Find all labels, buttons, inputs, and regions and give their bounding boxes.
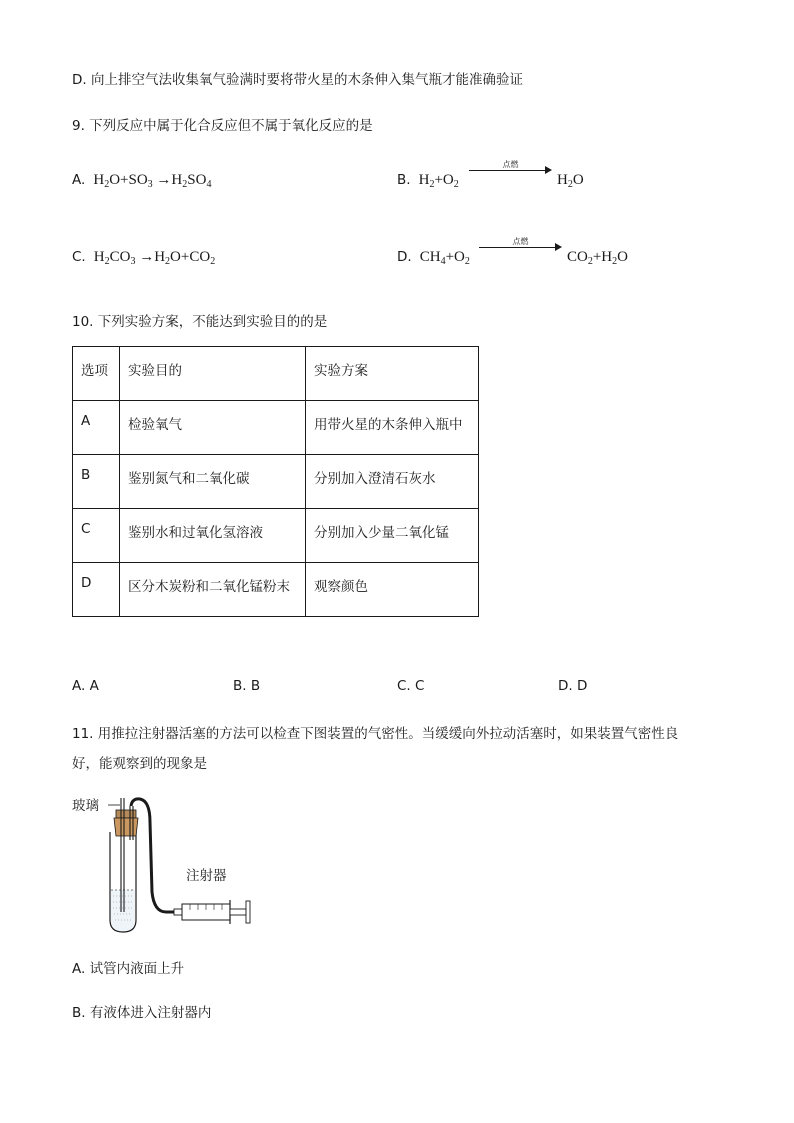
q10-answer-d: D. D [558,678,588,694]
equation-d-right: $CO_2+H_2O$ [567,249,628,267]
table-cell: C [73,509,120,563]
q9-option-b [397,172,459,190]
q10-stem: 10. 下列实验方案，不能达到实验目的的是 [72,314,328,330]
q10-answer-a: A. A [72,678,99,694]
table-row [73,563,479,617]
rubber-hose [131,799,174,912]
table-cell: 分别加入少量二氧化锰 [306,509,479,563]
option-label: C. [72,249,86,265]
equation-a: $H_2O+SO_3 \to H_2SO_4$ [89,172,212,190]
arrow: → [156,172,172,188]
q9-stem: 9. 下列反应中属于化合反应但不属于氧化反应的是 [72,118,373,134]
table-cell: A [73,401,120,455]
table-cell: 鉴别水和过氧化氢溶液 [120,509,306,563]
option-label: B. [397,172,411,188]
q11-option-b: B. 有液体进入注射器内 [72,1005,212,1021]
equation-b-right: $H_2O$ [557,172,584,190]
q9-option-c [72,249,215,267]
glass-label: 玻璃 [72,798,99,814]
table-cell: 观察颜色 [306,563,479,617]
option-label: D. [397,249,412,265]
syringe-label: 注射器 [186,868,227,884]
header-cell: 实验方案 [306,347,479,401]
q11-stem-line2: 好，能观察到的现象是 [72,756,207,772]
syringe [174,900,250,924]
condition-label: 点燃 [502,160,519,169]
table-row [73,455,479,509]
q11-option-a: A. 试管内液面上升 [72,961,185,977]
table-cell: 检验氧气 [120,401,306,455]
q10-answer-b: B. B [233,678,261,694]
q10-answer-c: C. C [397,678,425,694]
table-cell: B [73,455,120,509]
q8-option-d: D. 向上排空气法收集氧气验满时要将带火星的木条伸入集气瓶才能准确验证 [72,72,523,88]
option-label: A. [72,172,86,188]
apparatus-diagram [70,792,260,946]
header-cell: 选项 [73,347,120,401]
table-cell: 用带火星的木条伸入瓶中 [306,401,479,455]
q9-option-a [72,172,211,190]
q11-stem-line1: 11. 用推拉注射器活塞的方法可以检查下图装置的气密性。当缓缓向外拉动活塞时，如果装置气密性良 [72,726,679,742]
header-cell: 实验目的 [120,347,306,401]
apparatus-svg [70,792,260,942]
equation-c: $H_2CO_3 \to H_2O+CO_2$ [90,249,216,267]
table-row [73,401,479,455]
table-cell: 区分木炭粉和二氧化锰粉末 [120,563,306,617]
table-row [73,509,479,563]
rubber-stopper [114,810,138,836]
table-cell: D [73,563,120,617]
test-tube [110,832,136,932]
table-header-row [73,347,479,401]
table-cell: 分别加入澄清石灰水 [306,455,479,509]
equation-d-left: $CH_4+O_2$ [415,249,470,267]
table-cell: 鉴别氮气和二氧化碳 [120,455,306,509]
experiment-table [72,346,479,617]
equation-b-left: $H_2+O_2$ [414,172,459,190]
condition-label: 点燃 [512,237,529,246]
q9-option-d [397,249,470,267]
arrow: → [139,249,155,265]
